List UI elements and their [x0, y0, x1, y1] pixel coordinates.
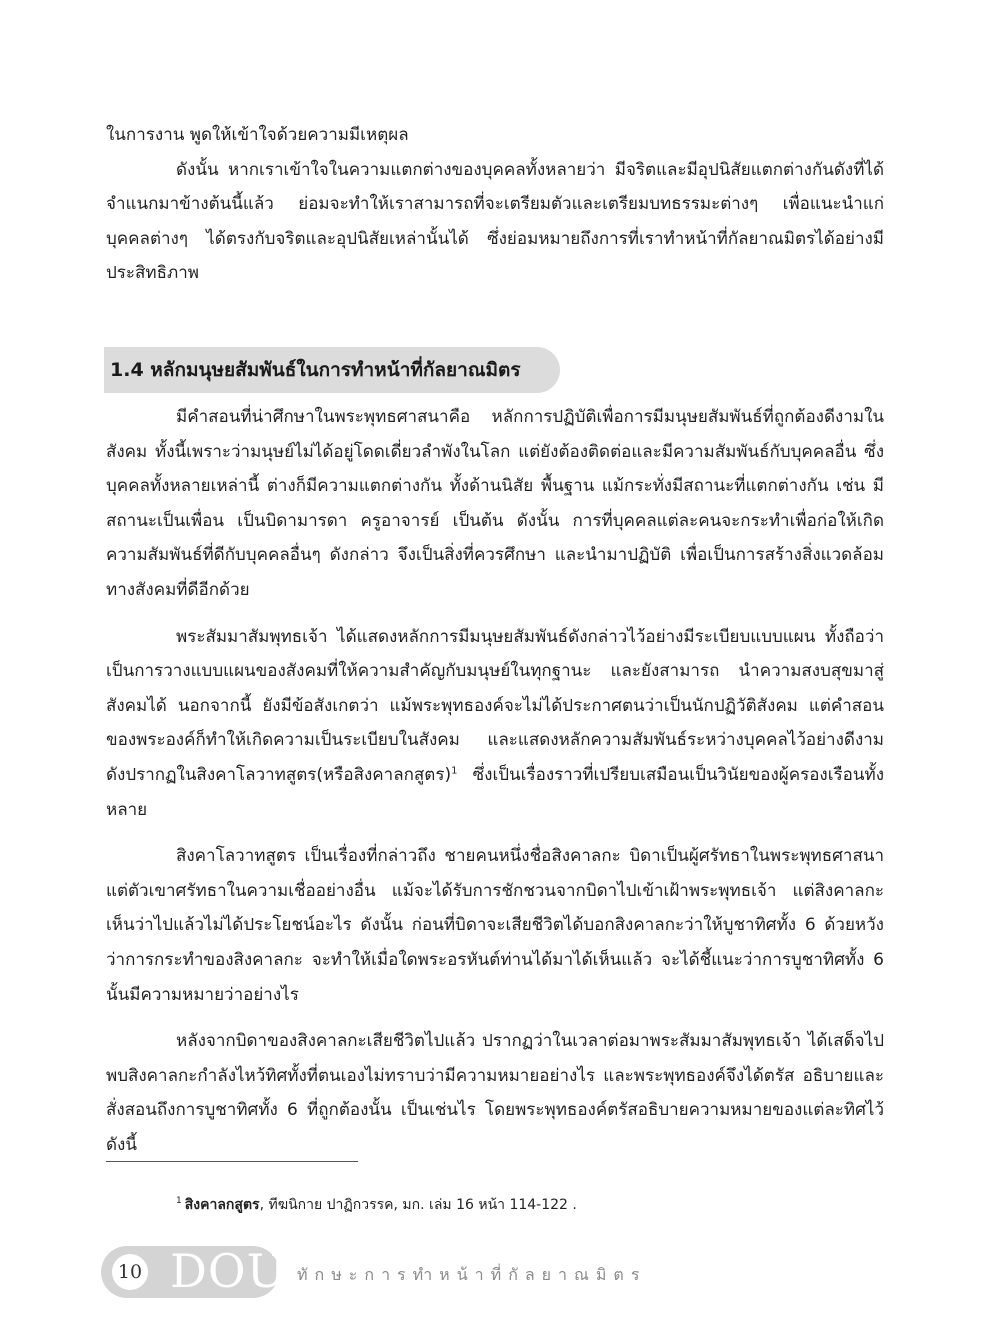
section-heading-1-4	[104, 347, 560, 393]
footnote	[176, 1194, 577, 1216]
section-heading-text: 1.4 หลักมนุษยสัมพันธ์ในการทำหน้าที่กัลยาณมิตร	[110, 359, 521, 381]
paragraph-2	[106, 620, 884, 828]
dou-logo: DOU	[170, 1244, 287, 1298]
section-body	[106, 400, 884, 1162]
paragraph-2-tail: ซึ่งเป็นเรื่องราวที่เปรียบเสมือนเป็นวินัยของผู้ครองเรือนทั้งหลาย	[106, 764, 884, 820]
footnote-reference[interactable]: 1	[451, 765, 458, 777]
footnote-divider	[106, 1161, 358, 1162]
paragraph-2-text: พระสัมมาสัมพุทธเจ้า ได้แสดงหลักการมีมนุษยสัมพันธ์ดังกล่าวไว้อย่างมีระเบียบแบบแผน ทั้งถือว่าเป็นการวางแบบแผนของสังคมที่ให้ความสำคัญกับมนุษย์ในทุกฐานะ และยังสามารถ นำความสงบสุขมาสู่สังคมได้ นอกจากนี้ ยังมีข้อสังเกตว่า แม้พระพุทธองค์จะไม่ได้ประกาศตนว่าเป็นนักปฏิวัติสังคม แต่คำสอนของพระองค์ก็ทำให้เกิดความเป็นระเบียบในสังคม และแสดงหลักความสัมพันธ์ระหว่างบุคคลไว้อย่างดีงาม ดังปรากฏในสิงคาโลวาทสูตร(หรือสิงคาลกสูตร)	[106, 626, 884, 785]
footnote-text: , ทีฆนิกาย ปาฏิกวรรค, มก. เล่ม 16 หน้า 114-122 .	[259, 1197, 577, 1213]
footnote-title: สิงคาลกสูตร	[184, 1197, 260, 1213]
page-number: 10	[112, 1254, 148, 1290]
running-footer-title: ทักษะการทำหน้าที่กัลยาณมิตร	[297, 1265, 647, 1284]
paragraph-3: สิงคาโลวาทสูตร เป็นเรื่องที่กล่าวถึง ชายคนหนึ่งชื่อสิงคาลกะ บิดาเป็นผู้ศรัทธาในพระพุทธศาสนา แต่ตัวเขาศรัทธาในความเชื่ออย่างอื่น แม้จะได้รับการชักชวนจากบิดาไปเข้าเฝ้าพระพุทธเจ้า แต่สิงคาลกะเห็นว่าไปแล้วไม่ได้ประโยชน์อะไร ดังนั้น ก่อนที่บิดาจะเสียชีวิตได้บอกสิงคาลกะว่าให้บูชาทิศทั้ง 6 ด้วยหวังว่าการกระทำของสิงคาลกะ จะทำให้เมื่อใดพระอรหันต์ท่านได้มาได้เห็นแล้ว จะได้ชี้แนะว่าการบูชาทิศทั้ง 6 นั้นมีความหมายว่าอย่างไร	[106, 846, 884, 1005]
footnote-number: 1	[176, 1196, 182, 1207]
paragraph-1: มีคำสอนที่น่าศึกษาในพระพุทธศาสนาคือ หลักการปฏิบัติเพื่อการมีมนุษยสัมพันธ์ที่ถูกต้องดีงามในสังคม ทั้งนี้เพราะว่ามนุษย์ไม่ได้อยู่โดดเดี่ยวลำพังในโลก แต่ยังต้องติดต่อและมีความสัมพันธ์กับบุคคลอื่น ซึ่งบุคคลทั้งหลายเหล่านี้ ต่างก็มีความแตกต่างกัน ทั้งด้านนิสัย พื้นฐาน แม้กระทั่งมีสถานะที่แตกต่างกัน เช่น มีสถานะเป็นเพื่อน เป็นบิดามารดา ครูอาจารย์ เป็นต้น ดังนั้น การที่บุคคลแต่ละคนจะกระทำเพื่อก่อให้เกิดความสัมพันธ์ที่ดีกับบุคคลอื่นๆ ดังกล่าว จึงเป็นสิ่งที่ควรศึกษา และนำมาปฏิบัติ เพื่อเป็นการสร้างสิ่งแวดล้อมทางสังคมที่ดีอีกด้วย	[106, 407, 884, 600]
paragraph-conclusion: ดังนั้น หากเราเข้าใจในความแตกต่างของบุคคลทั้งหลายว่า มีจริตและมีอุปนิสัยแตกต่างกันดังที่ได้จำแนกมาข้างต้นนี้แล้ว ย่อมจะทำให้เราสามารถที่จะเตรียมตัวและเตรียมบทธรรมะต่างๆ เพื่อแนะนำแก่บุคคลต่างๆ ได้ตรงกับจริตและอุปนิสัยเหล่านั้นได้ ซึ่งย่อมหมายถึงการที่เราทำหน้าที่กัลยาณมิตรได้อย่างมีประสิทธิภาพ	[106, 159, 884, 284]
intro-text	[106, 118, 884, 291]
paragraph-continuation: ในการงาน พูดให้เข้าใจด้วยความมีเหตุผล	[106, 125, 409, 145]
paragraph-4: หลังจากบิดาของสิงคาลกะเสียชีวิตไปแล้ว ปรากฏว่าในเวลาต่อมาพระสัมมาสัมพุทธเจ้า ได้เสด็จไปพบสิงคาลกะกำลังไหว้ทิศทั้งที่ตนเองไม่ทราบว่ามีความหมายอย่างไร และพระพุทธองค์จึงได้ตรัส อธิบายและสั่งสอนถึงการบูชาทิศทั้ง 6 ที่ถูกต้องนั้น เป็นเช่นไร โดยพระพุทธองค์ตรัสอธิบายความหมายของแต่ละทิศไว้ ดังนี้	[106, 1031, 884, 1155]
